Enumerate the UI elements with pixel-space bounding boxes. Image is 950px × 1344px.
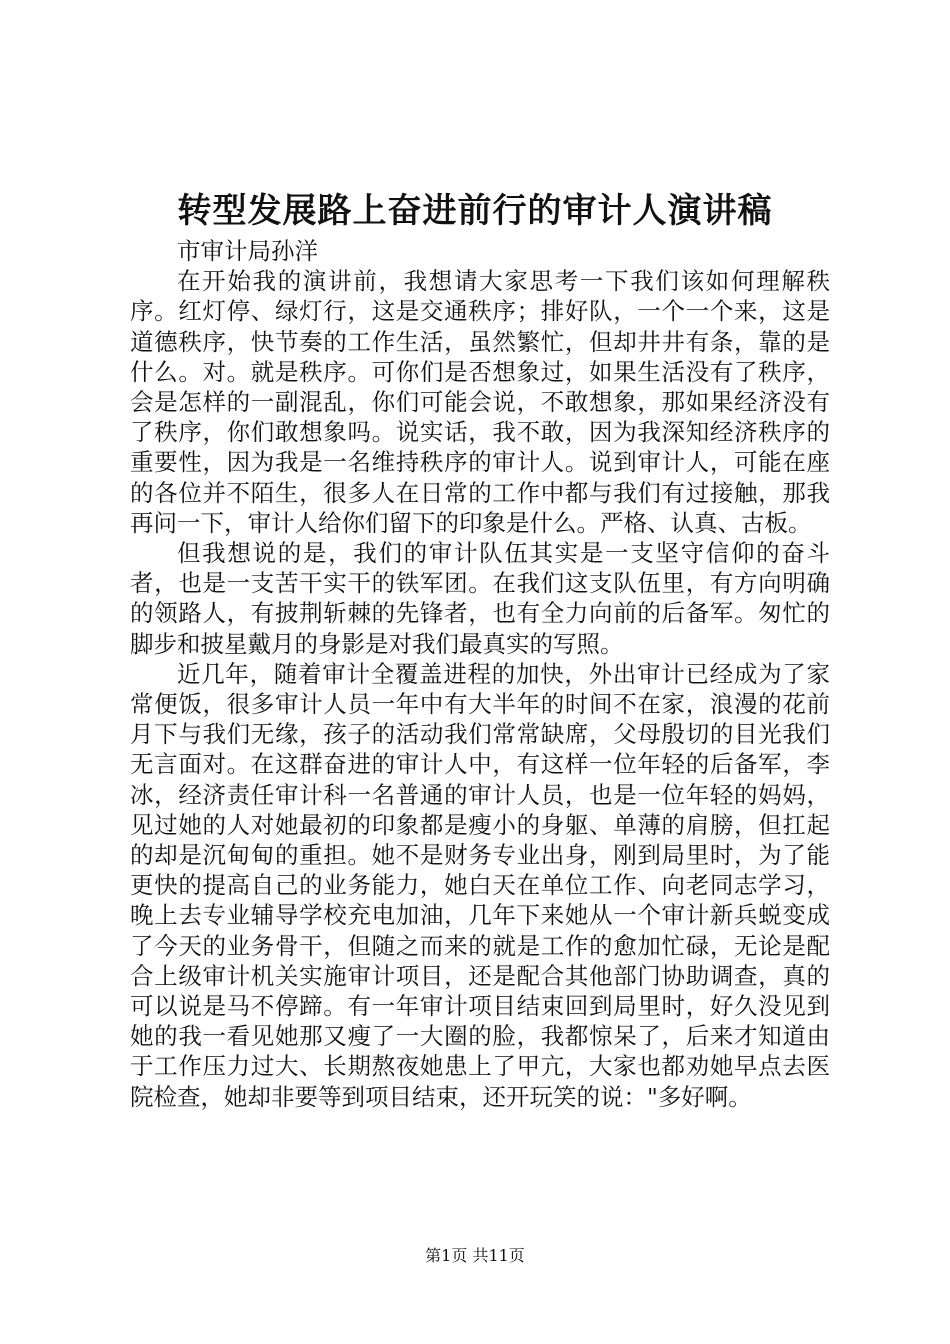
document-body (130, 236, 830, 1112)
paragraph-3: 近几年，随着审计全覆盖进程的加快，外出审计已经成为了家常便饭，很多审计人员一年中有大半年的时间不在家，浪漫的花前月下与我们无缘，孩子的活动我们常常缺席，父母殷切的目光我们无言面对。在这群奋进的审计人中，有这样一位年轻的后备军，李冰，经济责任审计科一名普通的审计人员，也是一位年轻的妈妈，见过她的人对她最初的印象都是瘦小的身躯、单薄的肩膀，但扛起的却是沉甸甸的重担。她不是财务专业出身，刚到局里时，为了能更快的提高自己的业务能力，她白天在单位工作、向老同志学习，晚上去专业辅导学校充电加油，几年下来她从一个审计新兵蜕变成了今天的业务骨干，但随之而来的就是工作的愈加忙碌，无论是配合上级审计机关实施审计项目，还是配合其他部门协助调查，真的可以说是马不停蹄。有一年审计项目结束回到局里时，好久没见到她的我一看见她那又瘦了一大圈的脸，我都惊呆了，后来才知道由于工作压力过大、长期熬夜她患上了甲亢，大家也都劝她早点去医院检查，她却非要等到项目结束，还开玩笑的说："多好啊。 (130, 659, 830, 1111)
page-footer: 第1页 共11页 (425, 1246, 525, 1265)
paragraph-2: 但我想说的是，我们的审计队伍其实是一支坚守信仰的奋斗者，也是一支苦干实干的铁军团。在我们这支队伍里，有方向明确的领路人，有披荆斩棘的先锋者，也有全力向前的后备军。匆忙的脚步和披星戴月的身影是对我们最真实的写照。 (130, 539, 830, 658)
document-title: 转型发展路上奋进前行的审计人演讲稿 (177, 191, 773, 231)
author-line: 市审计局孙洋 (177, 237, 318, 265)
paragraph-1: 在开始我的演讲前，我想请大家思考一下我们该如何理解秩序。红灯停、绿灯行，这是交通秩序；排好队，一个一个来，这是道德秩序，快节奏的工作生活，虽然繁忙，但却井井有条，靠的是什么。对。就是秩序。可你们是否想象过，如果生活没有了秩序，会是怎样的一副混乱，你们可能会说，不敢想象，那如果经济没有了秩序，你们敢想象吗。说实话，我不敢，因为我深知经济秩序的重要性，因为我是一名维持秩序的审计人。说到审计人，可能在座的各位并不陌生，很多人在日常的工作中都与我们有过接触，那我再问一下，审计人给你们留下的印象是什么。严格、认真、古板。 (130, 267, 830, 537)
